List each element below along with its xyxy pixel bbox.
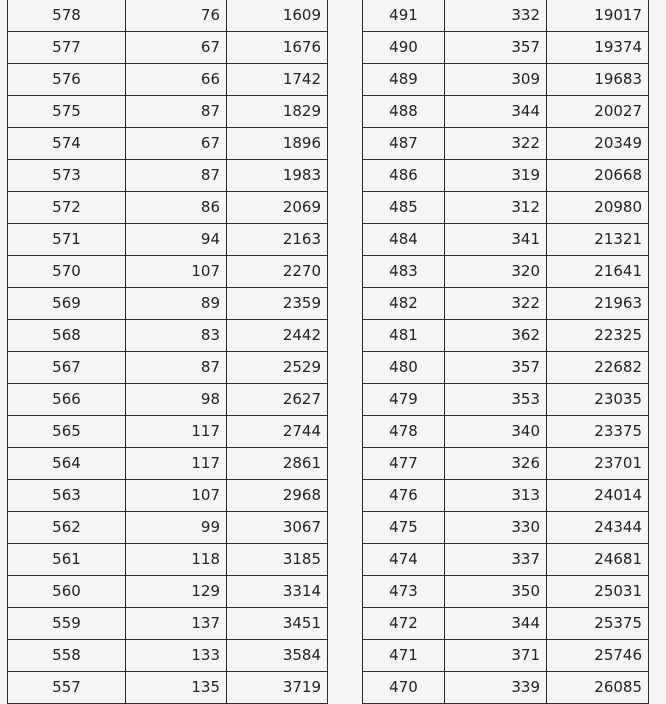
cumulative-cell: 20027 [547,96,649,128]
cumulative-cell: 24681 [547,544,649,576]
left-score-table [7,0,328,704]
cumulative-cell: 2529 [227,352,328,384]
table-row [8,512,328,544]
cumulative-cell: 19017 [547,0,649,32]
score-cell: 491 [363,0,445,32]
cumulative-cell: 2069 [227,192,328,224]
count-cell: 87 [126,160,227,192]
score-cell: 470 [363,672,445,704]
count-cell: 129 [126,576,227,608]
table-row [363,416,649,448]
count-cell: 339 [445,672,547,704]
table-row [8,448,328,480]
cumulative-cell: 1829 [227,96,328,128]
score-cell: 477 [363,448,445,480]
cumulative-cell: 2163 [227,224,328,256]
score-cell: 559 [8,608,126,640]
count-cell: 322 [445,128,547,160]
cumulative-cell: 22682 [547,352,649,384]
left-table-body [8,0,328,704]
score-cell: 489 [363,64,445,96]
table-row [363,576,649,608]
table-row [363,640,649,672]
score-cell: 568 [8,320,126,352]
table-row [363,96,649,128]
count-cell: 337 [445,544,547,576]
table-row [8,64,328,96]
cumulative-cell: 3314 [227,576,328,608]
cumulative-cell: 21321 [547,224,649,256]
count-cell: 313 [445,480,547,512]
cumulative-cell: 2359 [227,288,328,320]
cumulative-cell: 1983 [227,160,328,192]
count-cell: 344 [445,96,547,128]
table-row [8,192,328,224]
table-row [363,544,649,576]
count-cell: 371 [445,640,547,672]
table-row [363,480,649,512]
cumulative-cell: 1742 [227,64,328,96]
score-cell: 574 [8,128,126,160]
count-cell: 357 [445,352,547,384]
count-cell: 86 [126,192,227,224]
right-score-table [362,0,649,704]
cumulative-cell: 20668 [547,160,649,192]
cumulative-cell: 19683 [547,64,649,96]
table-row [363,192,649,224]
table-row [8,0,328,32]
cumulative-cell: 20980 [547,192,649,224]
cumulative-cell: 25746 [547,640,649,672]
table-row [363,224,649,256]
table-row [363,512,649,544]
table-row [8,640,328,672]
table-row [363,288,649,320]
score-cell: 564 [8,448,126,480]
count-cell: 99 [126,512,227,544]
count-cell: 118 [126,544,227,576]
table-row [363,448,649,480]
score-cell: 472 [363,608,445,640]
score-cell: 578 [8,0,126,32]
cumulative-cell: 3584 [227,640,328,672]
score-cell: 558 [8,640,126,672]
score-cell: 569 [8,288,126,320]
cumulative-cell: 1609 [227,0,328,32]
count-cell: 117 [126,416,227,448]
cumulative-cell: 3451 [227,608,328,640]
cumulative-cell: 25375 [547,608,649,640]
score-cell: 488 [363,96,445,128]
table-row [363,32,649,64]
count-cell: 117 [126,448,227,480]
score-cell: 481 [363,320,445,352]
score-cell: 475 [363,512,445,544]
score-cell: 479 [363,384,445,416]
cumulative-cell: 3185 [227,544,328,576]
count-cell: 98 [126,384,227,416]
score-cell: 567 [8,352,126,384]
cumulative-cell: 2861 [227,448,328,480]
score-cell: 474 [363,544,445,576]
score-cell: 483 [363,256,445,288]
score-cell: 577 [8,32,126,64]
table-row [8,224,328,256]
cumulative-cell: 2442 [227,320,328,352]
table-row [363,256,649,288]
score-cell: 478 [363,416,445,448]
cumulative-cell: 20349 [547,128,649,160]
table-row [8,128,328,160]
cumulative-cell: 23701 [547,448,649,480]
count-cell: 87 [126,352,227,384]
count-cell: 94 [126,224,227,256]
count-cell: 309 [445,64,547,96]
score-cell: 571 [8,224,126,256]
table-row [8,480,328,512]
count-cell: 340 [445,416,547,448]
count-cell: 332 [445,0,547,32]
score-cell: 576 [8,64,126,96]
count-cell: 341 [445,224,547,256]
score-cell: 572 [8,192,126,224]
table-row [363,64,649,96]
count-cell: 137 [126,608,227,640]
count-cell: 362 [445,320,547,352]
count-cell: 89 [126,288,227,320]
cumulative-cell: 19374 [547,32,649,64]
score-cell: 570 [8,256,126,288]
table-row [363,384,649,416]
table-row [363,0,649,32]
count-cell: 133 [126,640,227,672]
cumulative-cell: 21963 [547,288,649,320]
count-cell: 67 [126,32,227,64]
cumulative-cell: 2627 [227,384,328,416]
score-cell: 560 [8,576,126,608]
table-row [8,320,328,352]
table-row [8,32,328,64]
right-table-body [363,0,649,704]
cumulative-cell: 3067 [227,512,328,544]
table-row [8,256,328,288]
score-cell: 476 [363,480,445,512]
cumulative-cell: 3719 [227,672,328,704]
cumulative-cell: 1896 [227,128,328,160]
table-row [8,384,328,416]
score-cell: 563 [8,480,126,512]
count-cell: 330 [445,512,547,544]
count-cell: 312 [445,192,547,224]
score-cell: 573 [8,160,126,192]
count-cell: 83 [126,320,227,352]
cumulative-cell: 25031 [547,576,649,608]
cumulative-cell: 1676 [227,32,328,64]
score-cell: 566 [8,384,126,416]
cumulative-cell: 24014 [547,480,649,512]
table-row [8,416,328,448]
cumulative-cell: 2968 [227,480,328,512]
table-row [363,160,649,192]
score-cell: 487 [363,128,445,160]
cumulative-cell: 2270 [227,256,328,288]
score-cell: 480 [363,352,445,384]
table-row [8,672,328,704]
count-cell: 357 [445,32,547,64]
table-row [363,128,649,160]
table-row [8,544,328,576]
cumulative-cell: 2744 [227,416,328,448]
table-row [8,160,328,192]
count-cell: 319 [445,160,547,192]
cumulative-cell: 23375 [547,416,649,448]
score-cell: 557 [8,672,126,704]
count-cell: 135 [126,672,227,704]
score-cell: 565 [8,416,126,448]
score-cell: 485 [363,192,445,224]
score-cell: 471 [363,640,445,672]
table-row [8,352,328,384]
score-cell: 473 [363,576,445,608]
table-row [363,672,649,704]
count-cell: 76 [126,0,227,32]
cumulative-cell: 23035 [547,384,649,416]
count-cell: 326 [445,448,547,480]
table-row [8,96,328,128]
table-row [8,288,328,320]
count-cell: 353 [445,384,547,416]
score-cell: 562 [8,512,126,544]
count-cell: 350 [445,576,547,608]
score-cell: 490 [363,32,445,64]
cumulative-cell: 22325 [547,320,649,352]
count-cell: 107 [126,256,227,288]
table-row [8,576,328,608]
count-cell: 66 [126,64,227,96]
count-cell: 322 [445,288,547,320]
count-cell: 344 [445,608,547,640]
score-cell: 484 [363,224,445,256]
score-cell: 561 [8,544,126,576]
score-cell: 486 [363,160,445,192]
count-cell: 320 [445,256,547,288]
count-cell: 107 [126,480,227,512]
table-row [363,608,649,640]
table-row [363,320,649,352]
count-cell: 67 [126,128,227,160]
count-cell: 87 [126,96,227,128]
score-cell: 482 [363,288,445,320]
table-row [8,608,328,640]
table-row [363,352,649,384]
cumulative-cell: 26085 [547,672,649,704]
cumulative-cell: 24344 [547,512,649,544]
cumulative-cell: 21641 [547,256,649,288]
score-cell: 575 [8,96,126,128]
